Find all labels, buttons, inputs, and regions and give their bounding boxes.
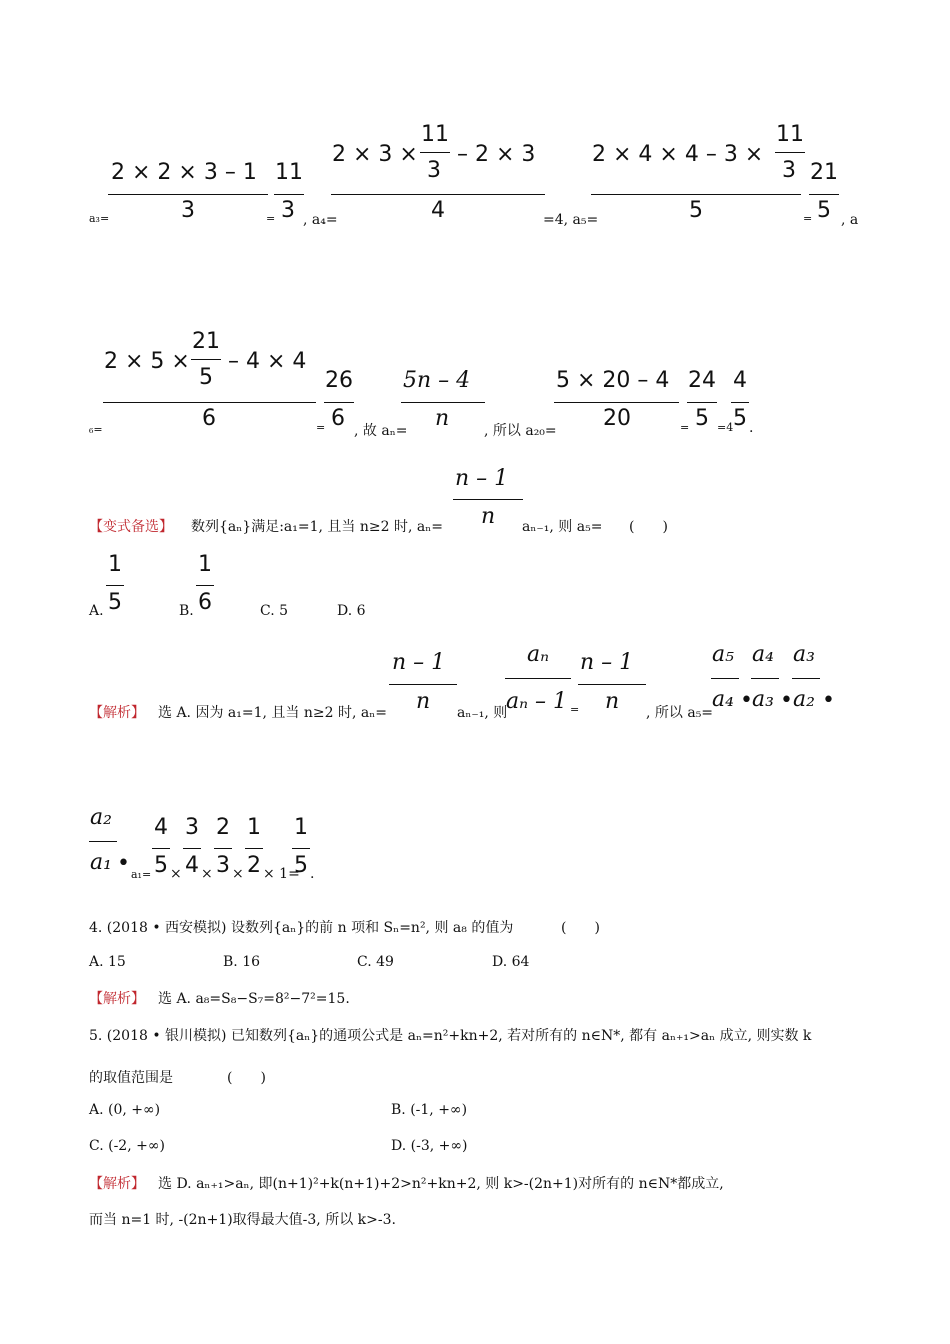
a20-denominator: 20	[603, 406, 631, 431]
a4-value-a5-label: =4, a₅=	[543, 212, 599, 228]
a6-denominator: 6	[202, 406, 216, 431]
so-a20-label: , 所以 a₂₀=	[484, 423, 557, 439]
multiply-dot: •	[740, 688, 753, 713]
a6-numerator-left: 2 × 5 ×	[104, 349, 190, 374]
fraction-bar	[214, 848, 232, 849]
q5-analysis-line1: 选 D. aₙ₊₁>aₙ, 即(n+1)²+k(n+1)+2>n²+kn+2, 则 k>-(2n+1)对所有的 n∈N*都成立,	[158, 1176, 724, 1192]
result-1-5-num: 1	[294, 815, 308, 840]
option-a-den: 5	[108, 590, 122, 615]
fraction-bar	[591, 194, 801, 195]
ratio-a5-a4-num: a₅	[712, 642, 734, 667]
ratio-a5-a4-den: a₄	[712, 687, 734, 712]
fraction-bar	[324, 402, 354, 403]
times-sign: ×	[232, 866, 244, 882]
a5-inner-den: 3	[782, 158, 796, 183]
answer-paren: ( )	[629, 519, 668, 535]
a6-numerator-right: – 4 × 4	[228, 349, 307, 374]
fraction-21-5-num: 21	[810, 160, 838, 185]
fraction-bar	[578, 684, 646, 685]
fraction-bar	[453, 499, 523, 500]
an-numerator: 5n – 4	[403, 368, 471, 393]
analysis-frac1-den: n	[416, 689, 431, 714]
analysis-text: 选 A. 因为 a₁=1, 且当 n≥2 时, aₙ=	[158, 705, 387, 721]
ratio-a2-a1-den: a₁	[90, 850, 112, 875]
fraction-bar	[152, 848, 170, 849]
product-3-4-num: 3	[185, 815, 199, 840]
q5-stem-line1: 5. (2018 • 银川模拟) 已知数列{aₙ}的通项公式是 aₙ=n²+kn+2, 若对所有的 n∈N*, 都有 aₙ₊₁>aₙ 成立, 则实数 k	[89, 1028, 812, 1044]
q5-stem-line2: 的取值范围是	[89, 1070, 173, 1086]
ratio-a4-a3-num: a₄	[752, 642, 774, 667]
answer-paren: ( )	[227, 1070, 266, 1086]
a4-inner-num: 11	[421, 122, 449, 147]
q4-option-b: B. 16	[223, 954, 261, 970]
equals-sign: =	[803, 212, 813, 225]
a6-inner-num: 21	[192, 329, 220, 354]
q5-analysis-line2: 而当 n=1 时, -(2n+1)取得最大值-3, 所以 k>-3.	[89, 1212, 396, 1228]
q4-stem: 4. (2018 • 西安模拟) 设数列{aₙ}的前 n 项和 Sₙ=n², 则 a₈ 的值为	[89, 920, 514, 936]
option-d: D. 6	[337, 603, 366, 619]
ratio-a3-a2-den: a₂	[793, 687, 815, 712]
times-one-equals: × 1=	[263, 866, 300, 882]
equals-sign: =	[680, 421, 690, 434]
a20-numerator: 5 × 20 – 4	[556, 368, 670, 393]
q5-option-c: C. (-2, +∞)	[89, 1138, 165, 1154]
fraction-bar	[331, 194, 545, 195]
result-1-5-den: 5	[294, 853, 308, 878]
multiply-dot: •	[822, 688, 835, 713]
fraction-21-5-den: 5	[817, 198, 831, 223]
fraction-bar	[108, 194, 268, 195]
a5-numerator-left: 2 × 4 × 4 – 3 ×	[592, 142, 764, 167]
fraction-bar	[196, 585, 214, 586]
fraction-bar	[401, 402, 485, 403]
fraction-bar	[106, 585, 124, 586]
fraction-bar	[274, 194, 304, 195]
fraction-bar	[191, 359, 221, 360]
analysis-frac3-den: n	[605, 689, 620, 714]
fraction-24-5-num: 24	[688, 368, 716, 393]
a4-inner-den: 3	[427, 158, 441, 183]
ratio-a4-a3-den: a₃	[752, 687, 774, 712]
a4-numerator-left: 2 × 3 ×	[332, 142, 418, 167]
fraction-bar	[292, 848, 310, 849]
equals-sign: =	[570, 703, 580, 716]
a4-numerator-right: – 2 × 3	[457, 142, 536, 167]
q4-option-c: C. 49	[357, 954, 394, 970]
option-b-num: 1	[198, 552, 212, 577]
product-1-2-num: 1	[247, 815, 261, 840]
fraction-bar	[505, 678, 571, 679]
analysis-frac1-num: n – 1	[392, 650, 446, 675]
option-b-label: B.	[179, 603, 194, 619]
q5-option-b: B. (-1, +∞)	[391, 1102, 468, 1118]
a6-inner-den: 5	[199, 365, 213, 390]
continuation-a: , a	[841, 212, 859, 228]
a3-denominator: 3	[181, 198, 195, 223]
analysis-ratio-den: aₙ – 1	[506, 689, 568, 714]
variant-frac-den: n	[481, 504, 496, 529]
product-4-5-den: 5	[154, 853, 168, 878]
period: .	[749, 420, 754, 436]
q4-option-d: D. 64	[492, 954, 530, 970]
fraction-4-5-den: 5	[733, 406, 747, 431]
a5-denominator: 5	[689, 198, 703, 223]
a1-equals: a₁=	[131, 868, 152, 881]
analysis-frac3-num: n – 1	[580, 650, 634, 675]
answer-paren: ( )	[561, 920, 600, 936]
times-sign: ×	[201, 866, 213, 882]
fraction-bar	[775, 152, 805, 153]
q5-option-a: A. (0, +∞)	[89, 1102, 161, 1118]
equals-four: =4	[717, 421, 734, 434]
a5-inner-num: 11	[776, 122, 804, 147]
fraction-bar	[711, 678, 739, 679]
fraction-4-5-num: 4	[733, 368, 747, 393]
q4-option-a: A. 15	[89, 954, 126, 970]
option-c: C. 5	[260, 603, 289, 619]
ratio-a2-a1-num: a₂	[90, 805, 112, 830]
analysis-tag: 【解析】	[89, 991, 145, 1007]
fraction-11-3-den: 3	[281, 198, 295, 223]
option-a-label: A.	[89, 603, 104, 619]
q5-option-d: D. (-3, +∞)	[391, 1138, 468, 1154]
a3-label: a₃=	[89, 212, 110, 225]
variant-frac-num: n – 1	[455, 466, 509, 491]
fraction-bar	[420, 152, 450, 153]
analysis-ratio-num: aₙ	[527, 642, 550, 667]
a4-denominator: 4	[431, 198, 445, 223]
product-1-2-den: 2	[247, 853, 261, 878]
option-a-num: 1	[108, 552, 122, 577]
fraction-26-6-den: 6	[331, 406, 345, 431]
variant-stem: 数列{aₙ}满足:a₁=1, 且当 n≥2 时, aₙ=	[191, 519, 444, 535]
fraction-bar	[751, 678, 779, 679]
product-4-5-num: 4	[154, 815, 168, 840]
option-b-den: 6	[198, 590, 212, 615]
analysis-tag: 【解析】	[89, 1176, 145, 1192]
fraction-bar	[245, 848, 263, 849]
times-sign: ×	[170, 866, 182, 882]
fraction-bar	[809, 194, 839, 195]
fraction-bar	[554, 402, 679, 403]
period: .	[310, 866, 315, 882]
a6-label: ₆=	[89, 423, 103, 436]
ratio-a3-a2-num: a₃	[793, 642, 815, 667]
fraction-11-3-num: 11	[275, 160, 303, 185]
fraction-bar	[731, 402, 749, 403]
equals-sign: =	[316, 421, 326, 434]
analysis-text-so: , 所以 a₅=	[646, 705, 714, 721]
q4-analysis: 选 A. a₈=S₈−S₇=8²−7²=15.	[158, 991, 350, 1007]
fraction-bar	[389, 684, 457, 685]
a3-numerator: 2 × 2 × 3 – 1	[111, 160, 257, 185]
fraction-bar	[89, 841, 117, 842]
product-2-3-num: 2	[216, 815, 230, 840]
multiply-dot: •	[780, 688, 793, 713]
therefore-an-label: , 故 aₙ=	[354, 423, 408, 439]
fraction-bar	[687, 402, 717, 403]
fraction-24-5-den: 5	[695, 406, 709, 431]
fraction-bar	[103, 402, 316, 403]
a4-label: , a₄=	[303, 212, 338, 228]
product-3-4-den: 4	[185, 853, 199, 878]
fraction-26-6-num: 26	[325, 368, 353, 393]
equals-sign: =	[266, 212, 276, 225]
fraction-bar	[183, 848, 201, 849]
an-denominator: n	[435, 406, 450, 431]
fraction-bar	[792, 678, 820, 679]
variant-tag: 【变式备选】	[89, 519, 173, 535]
variant-stem-end: aₙ₋₁, 则 a₅=	[522, 519, 603, 535]
analysis-tag: 【解析】	[89, 705, 145, 721]
multiply-dot: •	[117, 851, 130, 876]
analysis-text-then: aₙ₋₁, 则	[457, 705, 508, 721]
product-2-3-den: 3	[216, 853, 230, 878]
